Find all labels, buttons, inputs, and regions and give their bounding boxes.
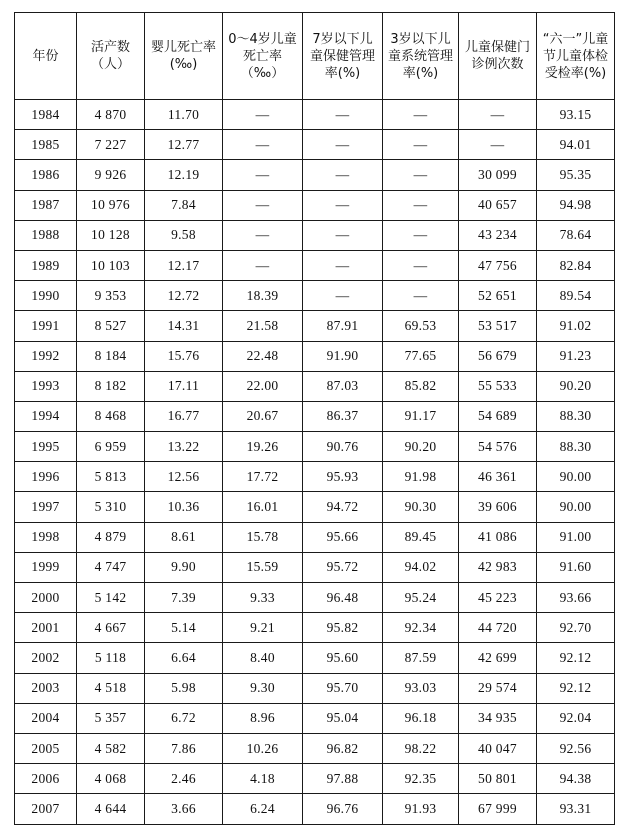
cell-live-births: 4 747 [77,552,145,582]
cell-clinic-visits: 50 801 [459,764,537,794]
cell-infant-mortality: 12.19 [145,160,223,190]
cell-under3-management-rate: — [383,190,459,220]
cell-childrens-day-exam-rate: 93.66 [537,583,615,613]
table-row [15,311,615,341]
cell-infant-mortality: 11.70 [145,100,223,130]
cell-childrens-day-exam-rate: 94.01 [537,130,615,160]
cell-live-births: 4 879 [77,522,145,552]
cell-clinic-visits: 42 983 [459,552,537,582]
header-under5-mortality: 0～4岁儿童死亡率（‰） [223,13,303,100]
cell-under7-care-rate: 94.72 [303,492,383,522]
cell-clinic-visits: 53 517 [459,311,537,341]
cell-live-births: 5 118 [77,643,145,673]
cell-year: 1986 [15,160,77,190]
cell-live-births: 8 468 [77,401,145,431]
cell-under5-mortality: 18.39 [223,281,303,311]
cell-under3-management-rate: 89.45 [383,522,459,552]
header-childrens-day-exam-rate: “六一”儿童节儿童体检受检率(%) [537,13,615,100]
cell-live-births: 4 870 [77,100,145,130]
cell-under3-management-rate: 90.20 [383,432,459,462]
table-row [15,703,615,733]
cell-infant-mortality: 12.56 [145,462,223,492]
cell-under7-care-rate: 95.93 [303,462,383,492]
cell-live-births: 8 184 [77,341,145,371]
cell-childrens-day-exam-rate: 91.60 [537,552,615,582]
cell-infant-mortality: 8.61 [145,522,223,552]
cell-clinic-visits: 54 576 [459,432,537,462]
cell-under7-care-rate: 97.88 [303,764,383,794]
cell-under5-mortality: 16.01 [223,492,303,522]
table-row [15,100,615,130]
cell-under5-mortality: — [223,130,303,160]
cell-live-births: 10 976 [77,190,145,220]
cell-under5-mortality: — [223,100,303,130]
cell-live-births: 10 103 [77,250,145,280]
cell-infant-mortality: 2.46 [145,764,223,794]
child-health-statistics-table [14,12,615,825]
cell-under3-management-rate: 94.02 [383,552,459,582]
cell-live-births: 8 527 [77,311,145,341]
cell-under7-care-rate: 96.48 [303,583,383,613]
cell-clinic-visits: 40 657 [459,190,537,220]
cell-under5-mortality: — [223,220,303,250]
cell-clinic-visits: 52 651 [459,281,537,311]
cell-year: 1991 [15,311,77,341]
table-row [15,583,615,613]
cell-under7-care-rate: — [303,130,383,160]
cell-under3-management-rate: 91.93 [383,794,459,824]
cell-infant-mortality: 12.17 [145,250,223,280]
cell-childrens-day-exam-rate: 91.02 [537,311,615,341]
table-row [15,492,615,522]
table-row [15,552,615,582]
cell-infant-mortality: 14.31 [145,311,223,341]
cell-childrens-day-exam-rate: 92.70 [537,613,615,643]
cell-under3-management-rate: — [383,100,459,130]
cell-infant-mortality: 6.72 [145,703,223,733]
cell-under7-care-rate: 87.91 [303,311,383,341]
cell-live-births: 5 142 [77,583,145,613]
cell-childrens-day-exam-rate: 93.15 [537,100,615,130]
header-infant-mortality: 婴儿死亡率(‰) [145,13,223,100]
cell-year: 1992 [15,341,77,371]
cell-under7-care-rate: 86.37 [303,401,383,431]
cell-live-births: 4 667 [77,613,145,643]
cell-childrens-day-exam-rate: 92.12 [537,643,615,673]
cell-live-births: 4 644 [77,794,145,824]
cell-clinic-visits: 45 223 [459,583,537,613]
table-body [15,100,615,825]
cell-clinic-visits: 29 574 [459,673,537,703]
cell-under3-management-rate: 93.03 [383,673,459,703]
header-under7-care-rate: 7岁以下儿童保健管理率(%) [303,13,383,100]
cell-childrens-day-exam-rate: 92.04 [537,703,615,733]
cell-infant-mortality: 15.76 [145,341,223,371]
cell-infant-mortality: 10.36 [145,492,223,522]
cell-year: 1994 [15,401,77,431]
cell-childrens-day-exam-rate: 88.30 [537,432,615,462]
cell-under7-care-rate: 90.76 [303,432,383,462]
cell-under5-mortality: 8.40 [223,643,303,673]
cell-childrens-day-exam-rate: 94.38 [537,764,615,794]
cell-year: 1997 [15,492,77,522]
cell-under5-mortality: 9.30 [223,673,303,703]
table-row [15,733,615,763]
table-row [15,462,615,492]
cell-clinic-visits: 41 086 [459,522,537,552]
cell-year: 2000 [15,583,77,613]
cell-childrens-day-exam-rate: 88.30 [537,401,615,431]
cell-under5-mortality: 9.21 [223,613,303,643]
cell-under7-care-rate: 95.72 [303,552,383,582]
cell-clinic-visits: 67 999 [459,794,537,824]
cell-under7-care-rate: 95.66 [303,522,383,552]
cell-under3-management-rate: — [383,250,459,280]
cell-childrens-day-exam-rate: 95.35 [537,160,615,190]
cell-year: 2001 [15,613,77,643]
cell-under3-management-rate: — [383,160,459,190]
table-row [15,341,615,371]
cell-infant-mortality: 12.77 [145,130,223,160]
header-year: 年份 [15,13,77,100]
cell-infant-mortality: 7.86 [145,733,223,763]
cell-under5-mortality: — [223,190,303,220]
cell-year: 1988 [15,220,77,250]
cell-clinic-visits: 54 689 [459,401,537,431]
cell-infant-mortality: 16.77 [145,401,223,431]
cell-live-births: 9 926 [77,160,145,190]
cell-infant-mortality: 5.98 [145,673,223,703]
cell-under7-care-rate: 95.60 [303,643,383,673]
cell-under3-management-rate: 96.18 [383,703,459,733]
table-row [15,220,615,250]
table-row [15,613,615,643]
cell-under5-mortality: 21.58 [223,311,303,341]
table-row [15,764,615,794]
cell-under5-mortality: 10.26 [223,733,303,763]
table-row [15,130,615,160]
cell-under5-mortality: 15.59 [223,552,303,582]
cell-under3-management-rate: 98.22 [383,733,459,763]
cell-year: 1999 [15,552,77,582]
cell-year: 2006 [15,764,77,794]
cell-childrens-day-exam-rate: 78.64 [537,220,615,250]
cell-under3-management-rate: — [383,220,459,250]
cell-childrens-day-exam-rate: 90.00 [537,492,615,522]
cell-under7-care-rate: — [303,160,383,190]
cell-infant-mortality: 17.11 [145,371,223,401]
cell-under3-management-rate: — [383,281,459,311]
cell-under5-mortality: 8.96 [223,703,303,733]
cell-year: 1990 [15,281,77,311]
cell-year: 2003 [15,673,77,703]
cell-infant-mortality: 12.72 [145,281,223,311]
cell-year: 2002 [15,643,77,673]
cell-infant-mortality: 9.90 [145,552,223,582]
cell-under5-mortality: 4.18 [223,764,303,794]
cell-year: 1985 [15,130,77,160]
cell-under3-management-rate: 69.53 [383,311,459,341]
cell-under3-management-rate: 92.34 [383,613,459,643]
table-row [15,281,615,311]
cell-infant-mortality: 3.66 [145,794,223,824]
cell-live-births: 9 353 [77,281,145,311]
cell-under7-care-rate: — [303,281,383,311]
cell-childrens-day-exam-rate: 94.98 [537,190,615,220]
cell-clinic-visits: 47 756 [459,250,537,280]
table-row [15,432,615,462]
cell-live-births: 4 518 [77,673,145,703]
cell-live-births: 6 959 [77,432,145,462]
cell-under3-management-rate: 87.59 [383,643,459,673]
cell-under7-care-rate: — [303,100,383,130]
cell-under5-mortality: 15.78 [223,522,303,552]
cell-live-births: 4 068 [77,764,145,794]
cell-under5-mortality: 22.00 [223,371,303,401]
cell-infant-mortality: 7.84 [145,190,223,220]
table-row [15,673,615,703]
cell-under5-mortality: 9.33 [223,583,303,613]
cell-clinic-visits: 39 606 [459,492,537,522]
cell-infant-mortality: 9.58 [145,220,223,250]
table-row [15,401,615,431]
cell-under5-mortality: — [223,250,303,280]
table-row [15,190,615,220]
cell-under3-management-rate: 91.98 [383,462,459,492]
cell-live-births: 5 813 [77,462,145,492]
cell-under5-mortality: 19.26 [223,432,303,462]
cell-under7-care-rate: 95.70 [303,673,383,703]
table-row [15,160,615,190]
cell-childrens-day-exam-rate: 93.31 [537,794,615,824]
cell-clinic-visits: 56 679 [459,341,537,371]
cell-year: 1995 [15,432,77,462]
cell-childrens-day-exam-rate: 82.84 [537,250,615,280]
cell-year: 2005 [15,733,77,763]
cell-under3-management-rate: 77.65 [383,341,459,371]
cell-childrens-day-exam-rate: 92.12 [537,673,615,703]
cell-clinic-visits: 44 720 [459,613,537,643]
header-live-births: 活产数（人） [77,13,145,100]
cell-under7-care-rate: 96.82 [303,733,383,763]
cell-year: 1993 [15,371,77,401]
header-row [15,13,615,100]
cell-live-births: 4 582 [77,733,145,763]
table-row [15,643,615,673]
cell-year: 2007 [15,794,77,824]
cell-under3-management-rate: — [383,130,459,160]
cell-under3-management-rate: 90.30 [383,492,459,522]
cell-clinic-visits: 42 699 [459,643,537,673]
cell-under3-management-rate: 91.17 [383,401,459,431]
cell-under5-mortality: — [223,160,303,190]
cell-under3-management-rate: 85.82 [383,371,459,401]
cell-year: 1984 [15,100,77,130]
cell-under3-management-rate: 95.24 [383,583,459,613]
cell-childrens-day-exam-rate: 89.54 [537,281,615,311]
cell-clinic-visits: 43 234 [459,220,537,250]
cell-year: 1989 [15,250,77,280]
cell-infant-mortality: 13.22 [145,432,223,462]
cell-infant-mortality: 5.14 [145,613,223,643]
cell-clinic-visits: 40 047 [459,733,537,763]
cell-childrens-day-exam-rate: 91.23 [537,341,615,371]
cell-childrens-day-exam-rate: 91.00 [537,522,615,552]
cell-under7-care-rate: — [303,250,383,280]
cell-under7-care-rate: 95.82 [303,613,383,643]
cell-childrens-day-exam-rate: 90.00 [537,462,615,492]
cell-clinic-visits: 30 099 [459,160,537,190]
cell-live-births: 5 357 [77,703,145,733]
cell-under3-management-rate: 92.35 [383,764,459,794]
cell-clinic-visits: 34 935 [459,703,537,733]
cell-year: 1996 [15,462,77,492]
cell-infant-mortality: 6.64 [145,643,223,673]
cell-year: 1998 [15,522,77,552]
cell-under7-care-rate: — [303,220,383,250]
cell-under5-mortality: 22.48 [223,341,303,371]
cell-live-births: 5 310 [77,492,145,522]
cell-year: 2004 [15,703,77,733]
cell-under7-care-rate: 91.90 [303,341,383,371]
cell-under7-care-rate: 96.76 [303,794,383,824]
cell-live-births: 8 182 [77,371,145,401]
header-clinic-visits: 儿童保健门诊例次数 [459,13,537,100]
header-under3-management-rate: 3岁以下儿童系统管理率(%) [383,13,459,100]
cell-under7-care-rate: — [303,190,383,220]
cell-under5-mortality: 20.67 [223,401,303,431]
table-row [15,522,615,552]
table-row [15,250,615,280]
cell-live-births: 7 227 [77,130,145,160]
cell-infant-mortality: 7.39 [145,583,223,613]
cell-under5-mortality: 6.24 [223,794,303,824]
cell-under5-mortality: 17.72 [223,462,303,492]
cell-live-births: 10 128 [77,220,145,250]
cell-under7-care-rate: 95.04 [303,703,383,733]
cell-clinic-visits: 55 533 [459,371,537,401]
cell-clinic-visits: — [459,130,537,160]
cell-clinic-visits: 46 361 [459,462,537,492]
table-row [15,371,615,401]
cell-childrens-day-exam-rate: 90.20 [537,371,615,401]
table-row [15,794,615,824]
table-header [15,13,615,100]
cell-childrens-day-exam-rate: 92.56 [537,733,615,763]
cell-clinic-visits: — [459,100,537,130]
cell-year: 1987 [15,190,77,220]
cell-under7-care-rate: 87.03 [303,371,383,401]
